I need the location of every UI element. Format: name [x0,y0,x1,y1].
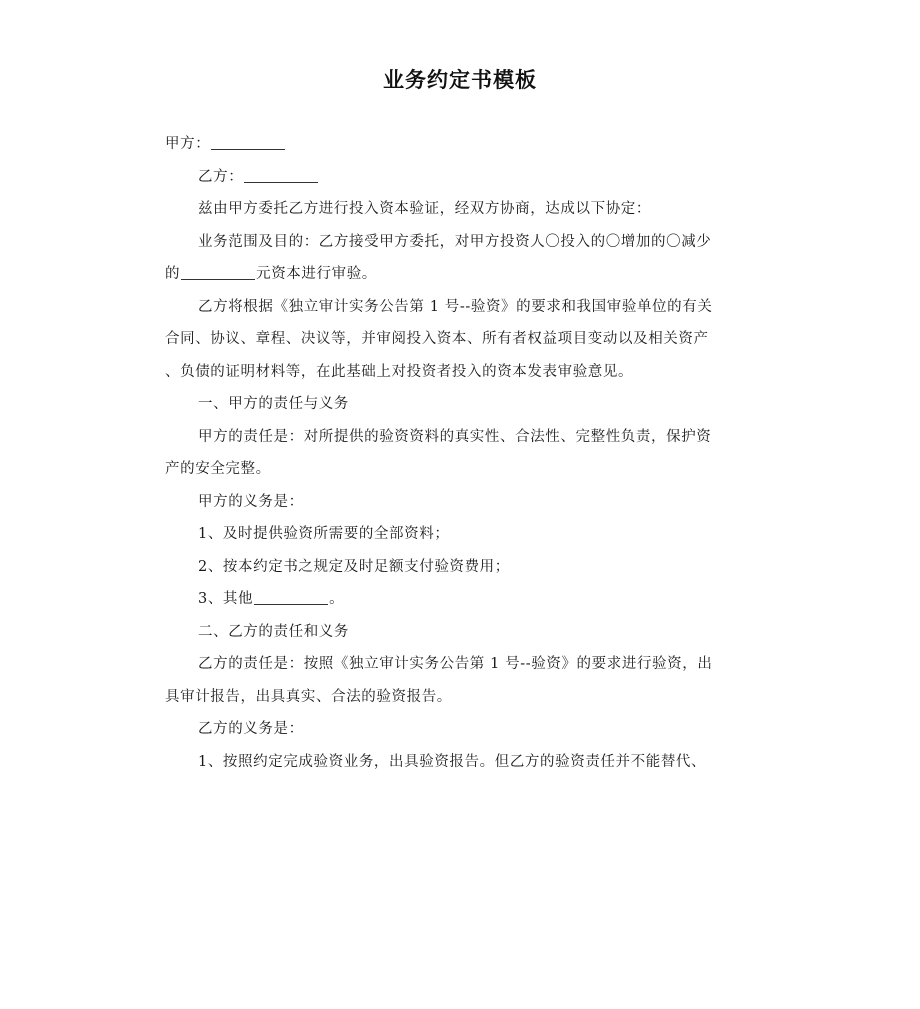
scope-line-2 [165,258,757,291]
basis-line-3: 、负债的证明材料等，在此基础上对投资者投入的资本发表审验意见。 [165,363,634,380]
scope-prefix: 的 [165,266,181,282]
party-a-duty-2: 2、按本约定书之规定及时足额支付验资费用； [198,558,510,575]
scope-line-1: 业务范围及目的：乙方接受甲方委托，对甲方投资人〇投入的〇增加的〇减少 [198,233,712,250]
basis-line-2: 合同、协议、章程、决议等，并审阅投入资本、所有者权益项目变动以及相关资产 [165,331,709,347]
other-duty-blank [254,588,328,605]
duty-3-prefix: 3、其他 [198,591,254,607]
party-a-duty-heading: 甲方的义务是： [198,493,304,510]
document-body [165,128,757,778]
party-b-duty-heading: 乙方的义务是： [198,721,304,737]
section-2-heading: 二、乙方的责任和义务 [198,623,349,640]
party-a-responsibility-line-2: 产的安全完整。 [165,461,271,477]
party-a-blank [211,133,285,150]
capital-amount-blank [181,263,255,280]
party-b-duty-1: 1、按照约定完成验资业务，出具验资报告。但乙方的验资责任并不能替代、 [198,753,707,770]
party-b-line [165,161,757,194]
document-title: 业务约定书模板 [383,68,537,92]
duty-3-suffix: 。 [329,591,345,607]
intro-paragraph: 兹由甲方委托乙方进行投入资本验证，经双方协商，达成以下协定： [198,201,651,217]
party-b-responsibility-line-2: 具审计报告，出具真实、合法的验资报告。 [165,688,452,705]
section-1-heading: 一、甲方的责任与义务 [198,396,349,412]
party-a-responsibility-line-1: 甲方的责任是：对所提供的验资资料的真实性、合法性、完整性负责，保护资 [198,428,712,445]
party-a-duty-3 [165,583,757,616]
scope-suffix: 元资本进行审验。 [256,266,377,282]
party-b-label: 乙方： [198,168,244,185]
party-a-duty-1: 1、及时提供验资所需要的全部资料； [198,526,450,542]
party-a-label: 甲方： [165,136,211,152]
basis-line-1: 乙方将根据《独立审计实务公告第 1 号--验资》的要求和我国审验单位的有关 [198,298,713,315]
party-b-blank [244,166,318,183]
party-b-responsibility-line-1: 乙方的责任是：按照《独立审计实务公告第 1 号--验资》的要求进行验资，出 [198,656,713,672]
party-a-line [165,128,757,161]
